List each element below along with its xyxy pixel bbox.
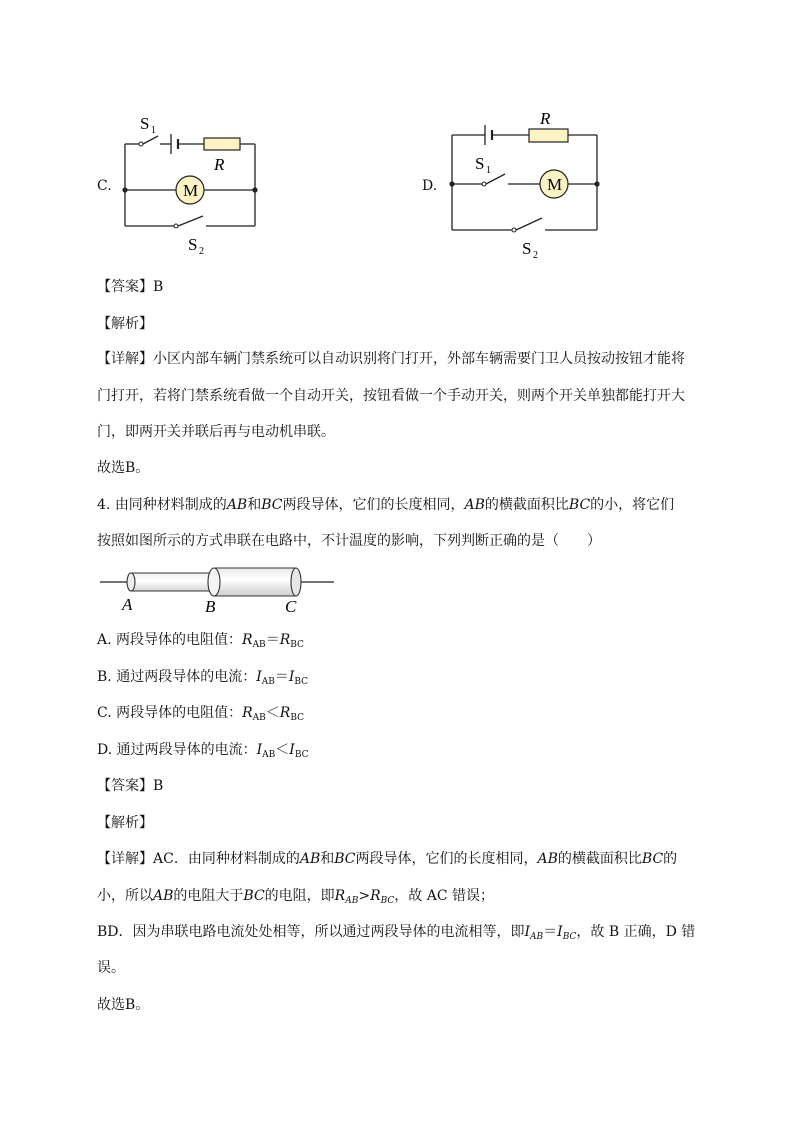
s2-c-sub: 2	[199, 246, 204, 257]
option-a: A. 两段导体的电阻值：$R_{AB}=R_{BC}$	[97, 632, 304, 650]
q4-detail-line4: 误。	[97, 960, 125, 976]
option-c-label: C.	[97, 178, 112, 194]
q4-detail-line3: BD．因为串联电路电流处处相等，所以通过两段导体的电流相等，即$I_{AB}=I_{BC}$，故 B 正确，D 错	[97, 924, 696, 942]
option-c: C. 两段导体的电阻值：$R_{AB}<R_{BC}$	[97, 705, 305, 723]
fig-label-c: C	[285, 597, 297, 616]
s1-d-sub: 1	[486, 165, 491, 176]
q4-stem-line1: 4. 由同种材料制成的AB和BC两段导体，它们的长度相同，AB的横截面积比BC的小，将它们	[97, 497, 675, 513]
option-d-label: D.	[422, 178, 438, 194]
q3-detail-line1: 【详解】小区内部车辆门禁系统可以自动识别将门打开，外部车辆需要门卫人员按动按钮才能将	[97, 351, 685, 367]
q4-conclusion: 故选B。	[97, 997, 150, 1013]
fig-label-a: A	[122, 595, 133, 614]
conductor-ab	[131, 573, 214, 591]
conductor-bc	[214, 568, 296, 596]
q3-conclusion: 故选B。	[97, 460, 150, 476]
motor-c-label: M	[183, 181, 199, 200]
option-d: D. 通过两段导体的电流：$I_{AB}<I_{BC}$	[97, 742, 309, 760]
s2-c-label: S	[188, 235, 198, 254]
r-d-label: R	[540, 109, 551, 128]
q4-stem-line2: 按照如图所示的方式串联在电路中，不计温度的影响，下列判断正确的是（ ）	[97, 533, 601, 549]
s1-d-label: S	[475, 154, 485, 173]
option-b: B. 通过两段导体的电流：$I_{AB}=I_{BC}$	[97, 669, 309, 687]
s2-d-label: S	[522, 239, 532, 258]
q4-detail-line1: 【详解】AC．由同种材料制成的AB和BC两段导体，它们的长度相同，AB的横截面积比BC的	[97, 851, 678, 867]
s1-c-label: S	[140, 114, 150, 133]
r-c-label: R	[214, 155, 225, 174]
fig-label-b: B	[205, 597, 216, 616]
q3-analysis-heading: 【解析】	[97, 316, 153, 332]
q4-answer: 【答案】B	[97, 778, 164, 794]
q3-answer: 【答案】B	[97, 279, 164, 295]
q4-analysis-heading: 【解析】	[97, 815, 153, 831]
motor-d-label: M	[547, 175, 563, 194]
q4-number: 4.	[97, 497, 111, 513]
q3-detail-line2: 门打开，若将门禁系统看做一个自动开关，按钮看做一个手动开关，则两个开关单独都能打开大	[97, 388, 685, 404]
s1-c-sub: 1	[151, 125, 156, 136]
q3-detail-line3: 门，即两开关并联后再与电动机串联。	[97, 424, 335, 440]
s2-d-sub: 2	[533, 250, 538, 261]
q4-detail-line2: 小，所以AB的电阻大于BC的电阻，即$R_{AB}>R_{BC}$，故 AC 错误；	[97, 888, 495, 906]
